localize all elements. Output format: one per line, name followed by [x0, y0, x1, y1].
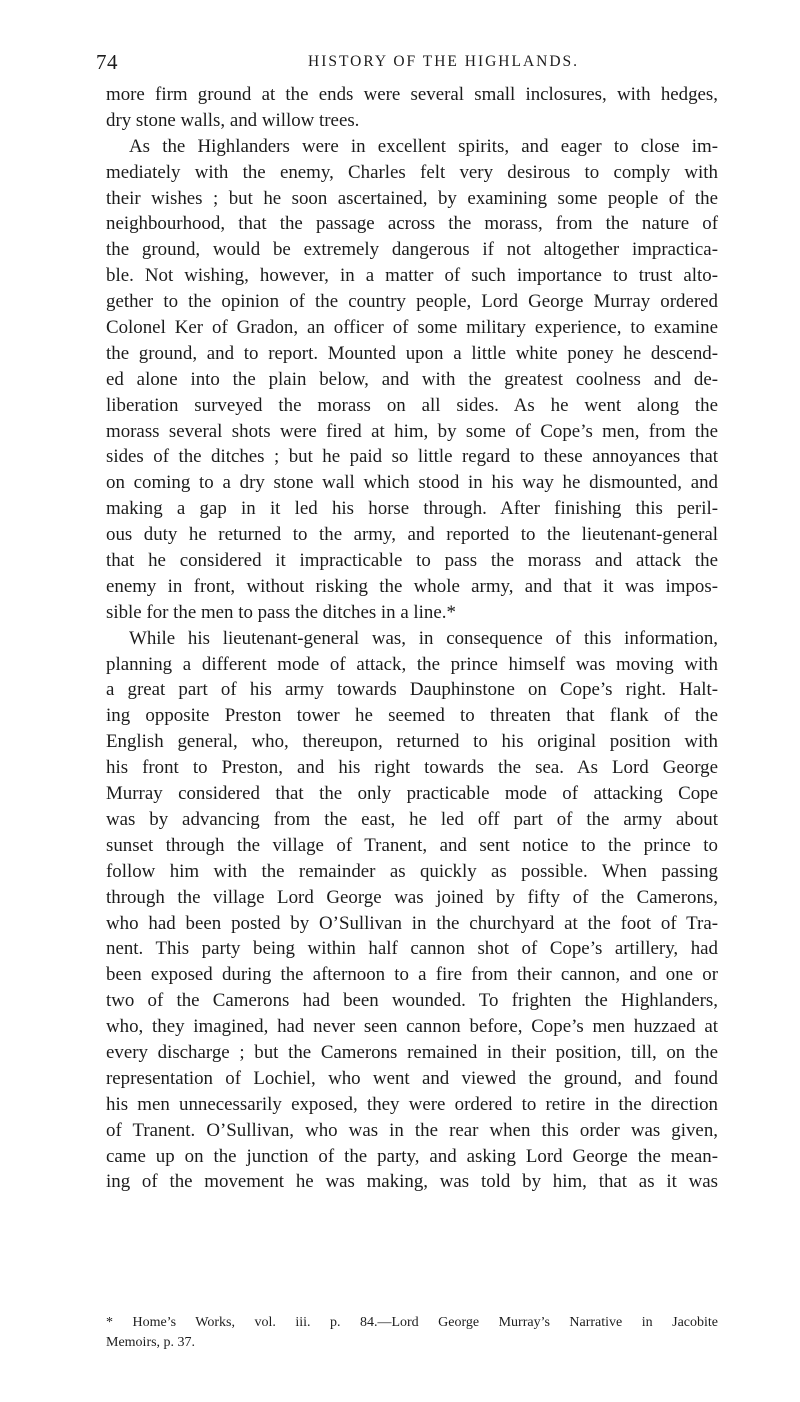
text-line: his men unnecessarily exposed, they were ordered to retire in the direction: [106, 1093, 718, 1115]
running-head: HISTORY OF THE HIGHLANDS.: [308, 53, 580, 70]
text-line: the ground, and to report. Mounted upon a little white poney he descend-: [106, 342, 718, 364]
footnote: [106, 1313, 718, 1353]
text-line: representation of Lochiel, who went and viewed the ground, and found: [106, 1067, 718, 1089]
text-line: ble. Not wishing, however, in a matter of such importance to trust alto-: [106, 265, 718, 287]
text-line: of Tranent. O’Sullivan, who was in the rear when this order was given,: [106, 1119, 718, 1141]
text-line: enemy in front, without risking the whole army, and that it was impos-: [106, 575, 718, 597]
text-line: more firm ground at the ends were several small inclosures, with hedges,: [106, 84, 718, 105]
text-line: Murray considered that the only practicable mode of attacking Cope: [106, 783, 718, 805]
text-line: the ground, would be extremely dangerous if not altogether impractica-: [106, 239, 718, 261]
text-line: through the village Lord George was joined by fifty of the Camerons,: [106, 886, 718, 908]
text-line: on coming to a dry stone wall which stood in his way he dismounted, and: [106, 472, 718, 494]
text-line: two of the Camerons had been wounded. To frighten the Highlanders,: [106, 990, 718, 1012]
text-line: ed alone into the plain below, and with the greatest coolness and de-: [106, 368, 718, 390]
text-line: follow him with the remainder as quickly as possible. When passing: [106, 860, 718, 882]
text-line: sible for the men to pass the ditches in a line.*: [106, 601, 456, 623]
text-line: nent. This party being within half cannon shot of Cope’s artillery, had: [106, 938, 718, 960]
text-line: mediately with the enemy, Charles felt very desirous to comply with: [106, 161, 718, 183]
text-line: As the Highlanders were in excellent spirits, and eager to close im-: [129, 135, 718, 157]
text-line: ous duty he returned to the army, and reported to the lieutenant-general: [106, 524, 718, 546]
text-line: who had been posted by O’Sullivan in the churchyard at the foot of Tra-: [106, 912, 718, 934]
text-line: planning a different mode of attack, the prince himself was moving with: [106, 653, 718, 675]
text-line: neighbourhood, that the passage across the morass, from the nature of: [106, 213, 718, 235]
text-line: every discharge ; but the Camerons remained in their position, till, on the: [106, 1041, 718, 1063]
text-line: sides of the ditches ; but he paid so little regard to these annoyances that: [106, 446, 718, 468]
page-number: 74: [96, 50, 118, 74]
text-line: gether to the opinion of the country people, Lord George Murray ordered: [106, 291, 718, 313]
text-line: English general, who, thereupon, returned to his original position with: [106, 731, 718, 753]
text-line: who, they imagined, had never seen cannon before, Cope’s men huzzaed at: [106, 1016, 718, 1038]
text-line: Colonel Ker of Gradon, an officer of some military experience, to examine: [106, 317, 718, 339]
text-line: that he considered it impracticable to pass the morass and attack the: [106, 550, 718, 572]
text-line: making a gap in it led his horse through. After finishing this peril-: [106, 498, 718, 520]
body-text: [106, 82, 718, 1195]
text-line: a great part of his army towards Dauphinstone on Cope’s right. Halt-: [106, 679, 718, 701]
footnote-line: * Home’s Works, vol. iii. p. 84.—Lord George Murray’s Narrative in Jacobite: [106, 1315, 718, 1330]
text-line: ing of the movement he was making, was told by him, that as it was: [106, 1171, 718, 1193]
text-line: their wishes ; but he soon ascertained, by examining some people of the: [106, 187, 718, 209]
page-header: [96, 50, 716, 78]
text-line: ing opposite Preston tower he seemed to threaten that flank of the: [106, 705, 718, 727]
text-line: was by advancing from the east, he led off part of the army about: [106, 808, 718, 830]
footnote-line: Memoirs, p. 37.: [106, 1335, 196, 1350]
text-line: liberation surveyed the morass on all sides. As he went along the: [106, 394, 718, 416]
text-line: morass several shots were fired at him, by some of Cope’s men, from the: [106, 420, 718, 442]
text-line: been exposed during the afternoon to a fire from their cannon, and one or: [106, 964, 718, 986]
text-line: dry stone walls, and willow trees.: [106, 109, 360, 131]
text-line: came up on the junction of the party, and asking Lord George the mean-: [106, 1145, 718, 1167]
text-line: his front to Preston, and his right towards the sea. As Lord George: [106, 757, 718, 779]
text-line: While his lieutenant-general was, in consequence of this information,: [129, 627, 718, 649]
text-line: sunset through the village of Tranent, and sent notice to the prince to: [106, 834, 718, 856]
